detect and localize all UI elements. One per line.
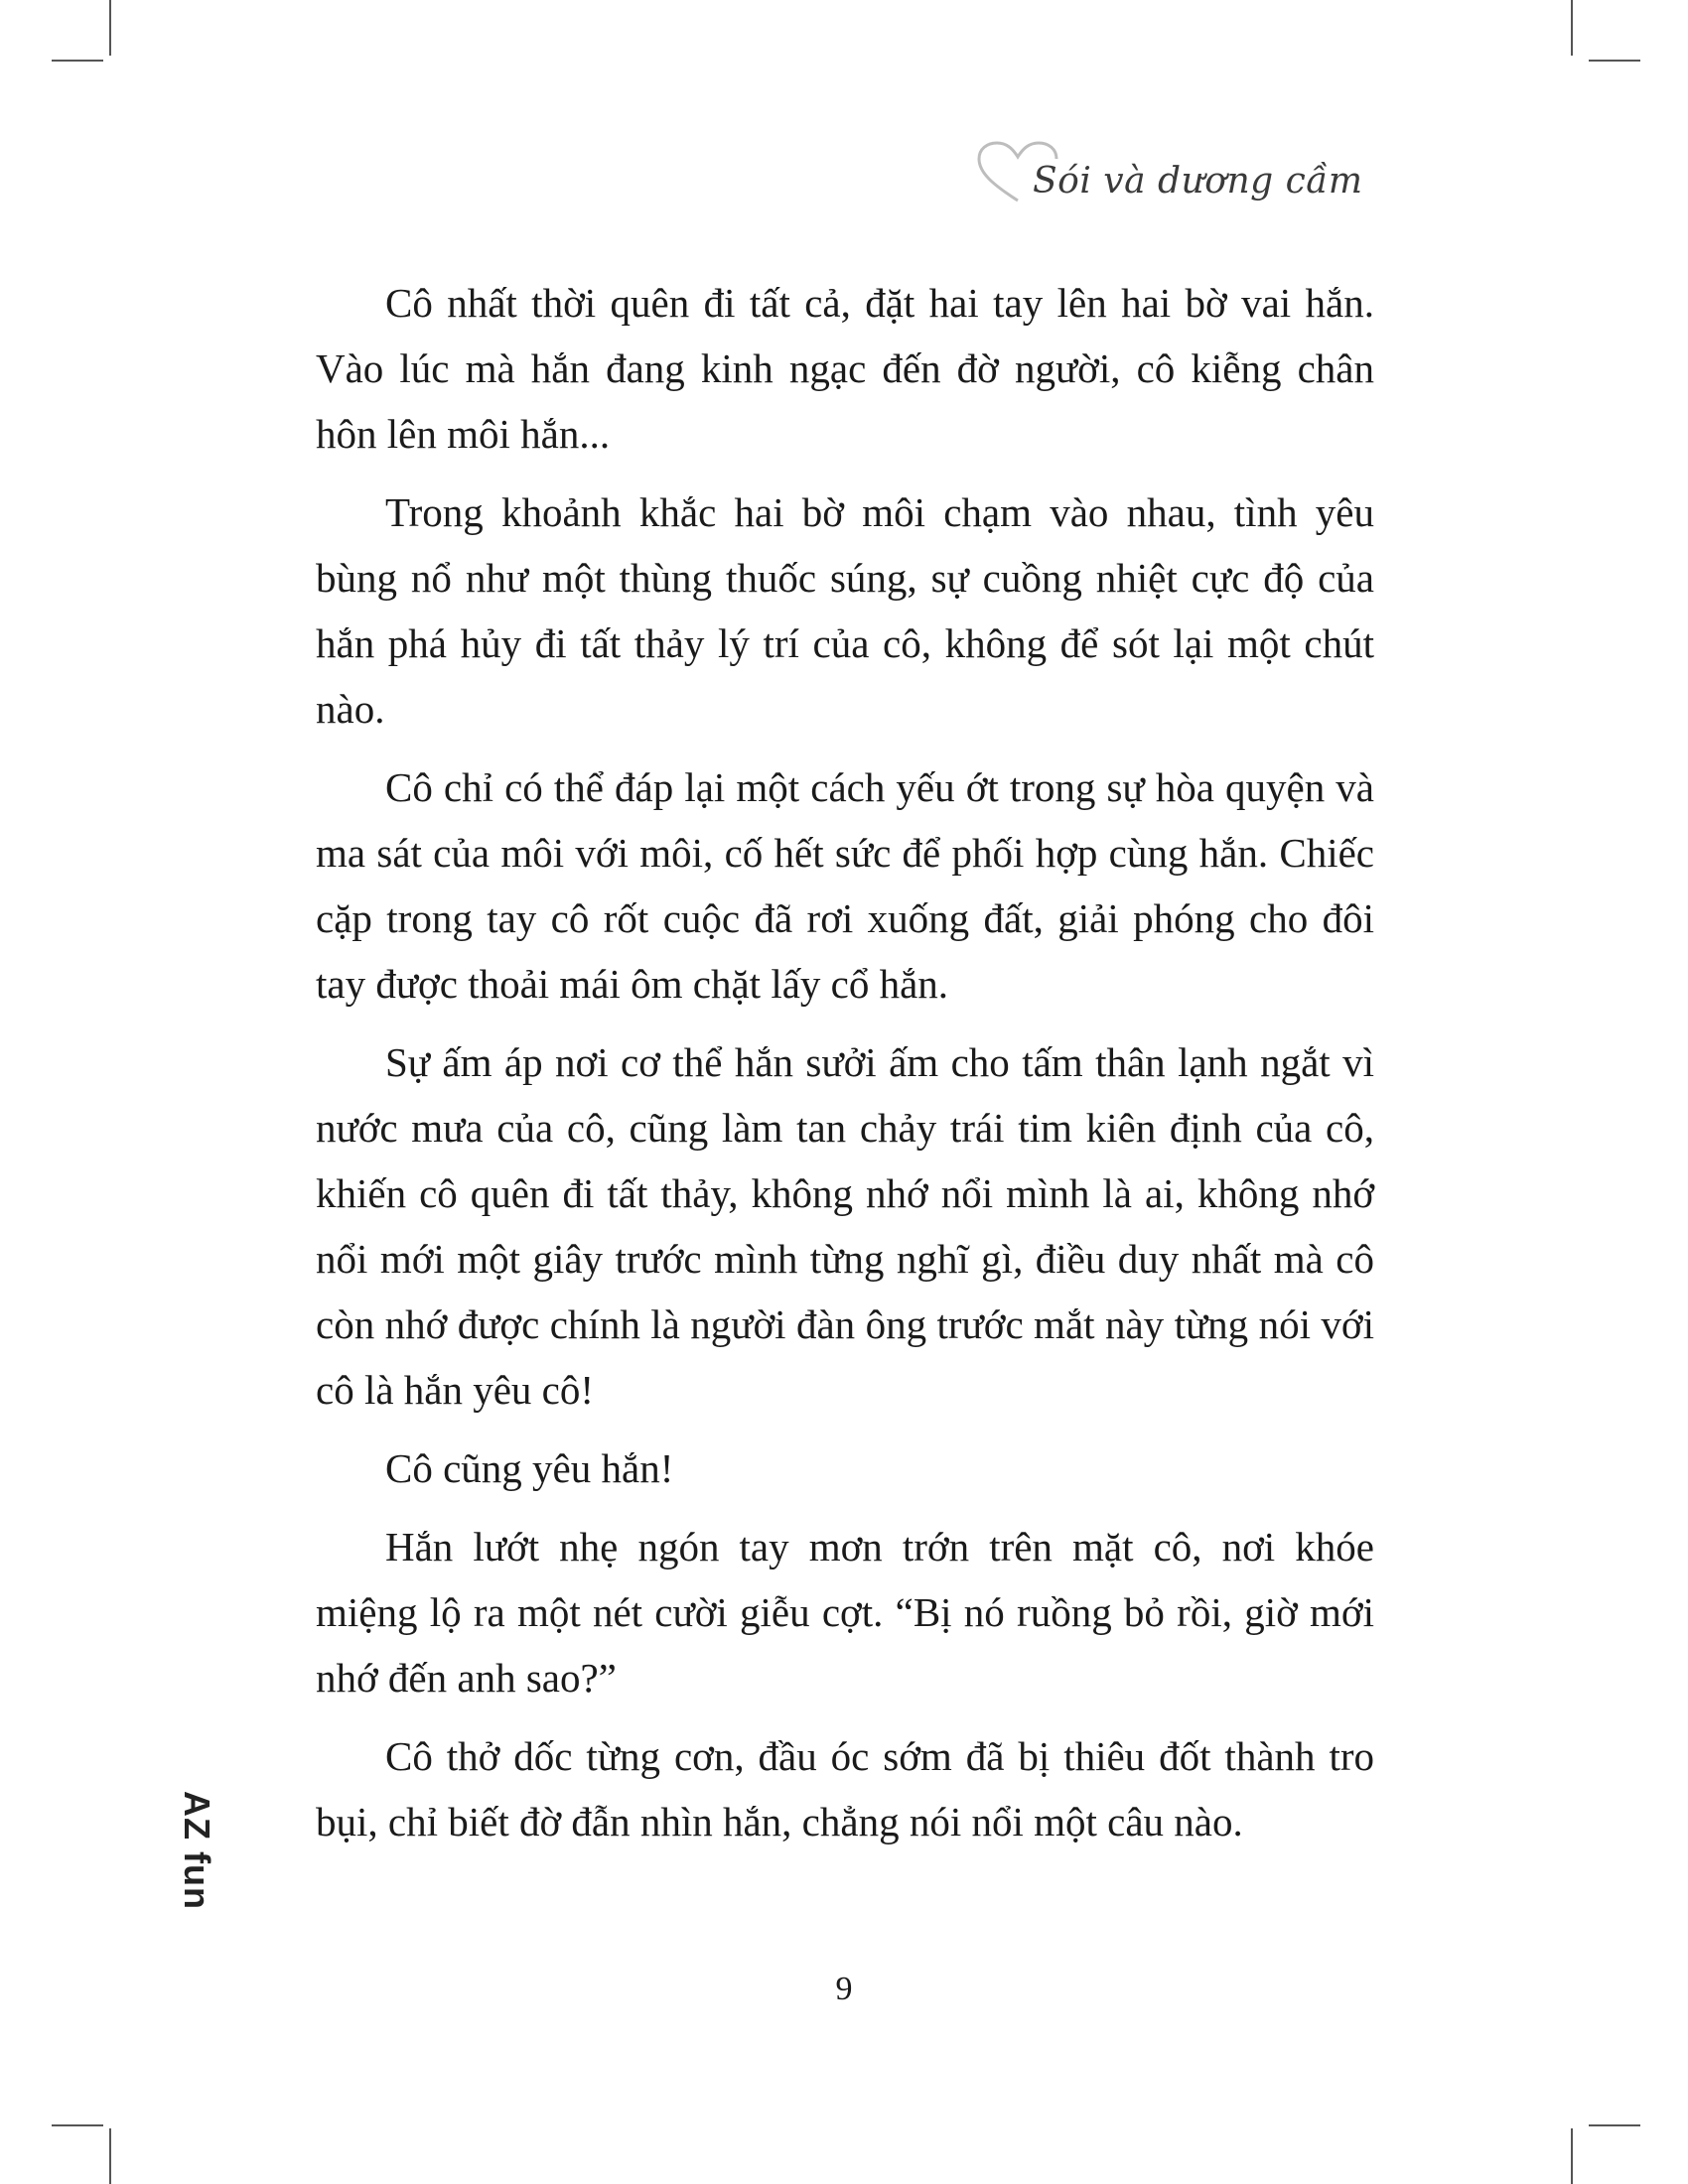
crop-mark	[109, 2128, 111, 2184]
crop-mark	[1571, 0, 1573, 56]
page-number: 9	[835, 1971, 853, 2007]
crop-mark	[1571, 2128, 1573, 2184]
paragraph: Cô nhất thời quên đi tất cả, đặt hai tay lên hai bờ vai hắn. Vào lúc mà hắn đang kinh ngạc đến đờ người, cô kiễng chân hôn lên môi hắn...	[316, 280, 1374, 457]
crop-mark	[52, 2124, 103, 2126]
crop-mark	[1589, 60, 1640, 62]
paragraph: Hắn lướt nhẹ ngón tay mơn trớn trên mặt cô, nơi khóe miệng lộ ra một nét cười giễu cợt. “Bị nó ruồng bỏ rồi, giờ mới nhớ đến anh sao?”	[316, 1524, 1374, 1701]
paragraph: Cô chỉ có thể đáp lại một cách yếu ớt trong sự hòa quyện và ma sát của môi với môi, cố hết sức để phối hợp cùng hắn. Chiếc cặp trong tay cô rốt cuộc đã rơi xuống đất, giải phóng cho đôi tay được thoải mái ôm chặt lấy cổ hắn.	[316, 764, 1374, 1007]
running-header	[973, 139, 1370, 208]
paragraph: Trong khoảnh khắc hai bờ môi chạm vào nhau, tình yêu bùng nổ như một thùng thuốc súng, sự cuồng nhiệt cực độ của hắn phá hủy đi tất thảy lý trí của cô, không để sót lại một chút nào.	[316, 489, 1374, 732]
publisher-logo	[177, 1782, 216, 1921]
paragraph: Sự ấm áp nơi cơ thể hắn sưởi ấm cho tấm thân lạnh ngắt vì nước mưa của cô, cũng làm tan chảy trái tim kiên định của cô, khiến cô quên đi tất thảy, không nhớ nổi mình là ai, không nhớ nổi mới một giây trước mình từng nghĩ gì, điều duy nhất mà cô còn nhớ được chính là người đàn ông trước mắt này từng nói với cô là hắn yêu cô!	[316, 1039, 1374, 1413]
paragraph: Cô thở dốc từng cơn, đầu óc sớm đã bị thiêu đốt thành tro bụi, chỉ biết đờ đẫn nhìn hắn, chẳng nói nổi một câu nào.	[316, 1733, 1374, 1844]
crop-mark	[1589, 2124, 1640, 2126]
crop-mark	[52, 60, 103, 62]
publisher-logo-text: AZ fun	[177, 1791, 217, 1910]
crop-mark	[109, 0, 111, 56]
paragraph: Cô cũng yêu hắn!	[385, 1445, 674, 1491]
body-text	[316, 270, 1374, 1867]
running-title: Sói và dương cầm	[1033, 161, 1363, 202]
